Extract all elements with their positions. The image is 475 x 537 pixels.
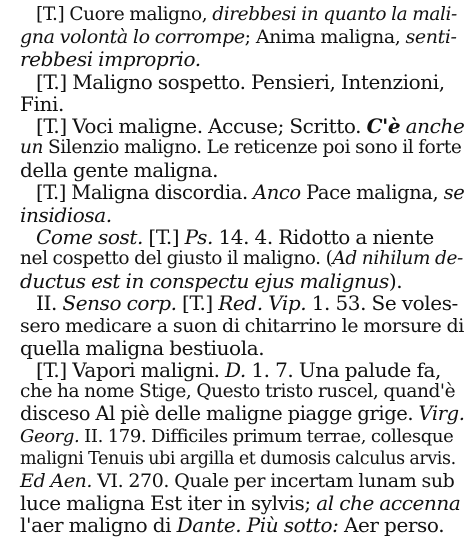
italic-text: rebbesi improprio. bbox=[20, 47, 201, 72]
text-run: ; Anima maligna, bbox=[244, 26, 406, 49]
bold-italic-text: C'è bbox=[366, 113, 401, 138]
text-line bbox=[20, 426, 465, 448]
italic-text: Dante. Più sotto: bbox=[176, 513, 339, 537]
text-run: che ha nome Stige, Questo tristo ruscel, quand'è bbox=[20, 381, 456, 403]
entry-paragraph bbox=[20, 4, 465, 71]
italic-text: senti- bbox=[405, 26, 457, 49]
text-line bbox=[20, 48, 465, 70]
italic-text: insidiosa. bbox=[20, 202, 112, 227]
text-run: quella maligna bestiuola. bbox=[20, 335, 265, 360]
text-line bbox=[36, 359, 465, 381]
text-run: Pace maligna, bbox=[300, 180, 444, 204]
text-line bbox=[20, 26, 465, 48]
text-line bbox=[20, 448, 465, 470]
entry-paragraph bbox=[20, 182, 465, 226]
italic-text: ductus est in conspectu ejus malignus bbox=[20, 269, 389, 294]
text-line bbox=[36, 292, 465, 314]
text-line bbox=[20, 492, 465, 514]
text-run: nel cospetto del giusto il maligno. ( bbox=[20, 248, 333, 270]
text-run: [T.] Voci maligne. Accuse; Scritto. bbox=[36, 113, 367, 138]
text-line bbox=[20, 381, 465, 403]
text-run: VI. 270. Quale per incertam lunam sub bbox=[92, 469, 455, 492]
italic-text: Georg. bbox=[20, 425, 80, 447]
entry-paragraph bbox=[20, 226, 465, 293]
text-run: [T.] Vapori maligni. bbox=[36, 358, 225, 382]
italic-text: Virg. bbox=[418, 402, 465, 426]
text-line bbox=[36, 71, 465, 93]
italic-text: anche bbox=[405, 113, 465, 138]
text-line bbox=[36, 226, 465, 248]
text-line bbox=[20, 337, 465, 359]
italic-text: al che accenna bbox=[316, 491, 461, 516]
text-run: ). bbox=[388, 269, 403, 294]
text-run: l'aer maligno di bbox=[20, 513, 177, 537]
text-line bbox=[20, 470, 465, 492]
text-line bbox=[20, 204, 465, 226]
text-run: [T.] Maligno sospetto. Pensieri, Intenzioni, bbox=[36, 69, 445, 94]
text-run: [T.] Maligna discordia. bbox=[36, 180, 254, 204]
italic-text: Ed Aen. bbox=[20, 469, 93, 492]
text-run: II. bbox=[36, 291, 63, 316]
italic-text: D. bbox=[225, 358, 246, 382]
text-run: luce maligna Est iter in sylvis; bbox=[20, 491, 317, 516]
text-run: maligni Tenuis ubi argilla et dumosis calculus arvis. bbox=[20, 448, 456, 469]
text-line bbox=[20, 248, 465, 270]
text-line bbox=[20, 315, 465, 337]
italic-text: direbbesi in quanto la mali- bbox=[212, 4, 457, 25]
text-line bbox=[20, 93, 465, 115]
italic-text: Ps. bbox=[184, 224, 213, 249]
text-run: Aer perso. bbox=[338, 513, 445, 537]
italic-text: Anco bbox=[253, 180, 301, 204]
text-run: II. 179. Difficiles primum terrae, collesque bbox=[79, 425, 454, 447]
text-run: [T.] bbox=[142, 224, 185, 249]
text-run: 1. 53. Se voles- bbox=[306, 291, 458, 316]
text-line bbox=[36, 115, 465, 137]
entry-paragraph bbox=[20, 71, 465, 115]
text-run: disceso Al piè delle maligne piagge grige. bbox=[20, 402, 419, 426]
text-line bbox=[20, 270, 465, 292]
text-line bbox=[20, 137, 465, 159]
text-line bbox=[20, 159, 465, 181]
text-run: della gente maligna. bbox=[20, 158, 219, 183]
entry-paragraph bbox=[20, 115, 465, 182]
text-run: [T.] Cuore maligno, bbox=[36, 4, 213, 25]
italic-text: Senso corp. bbox=[62, 291, 177, 316]
italic-text: Ad nihilum de- bbox=[332, 248, 463, 270]
text-run: Fini. bbox=[20, 91, 64, 116]
italic-text: Vip. bbox=[268, 291, 307, 316]
italic-text: gna volontà lo corrompe bbox=[20, 26, 245, 49]
entry-paragraph bbox=[20, 359, 465, 537]
text-line bbox=[36, 4, 465, 26]
text-run: 14. 4. Ridotto a niente bbox=[213, 224, 434, 249]
text-run: Silenzio maligno. Le reticenze poi sono il forte bbox=[43, 137, 462, 159]
entry-paragraph bbox=[20, 292, 465, 359]
text-line bbox=[36, 182, 465, 204]
italic-text: un bbox=[20, 137, 44, 159]
text-run: 1. 7. Una palude fa, bbox=[245, 358, 441, 382]
italic-text: se bbox=[443, 180, 465, 204]
text-run: [T.] bbox=[176, 291, 219, 316]
italic-text: Come sost. bbox=[36, 224, 143, 249]
italic-text: Red. bbox=[218, 291, 263, 316]
text-line bbox=[20, 403, 465, 425]
text-line bbox=[20, 514, 465, 536]
text-run: sero medicare a suon di chitarrino le morsure di bbox=[20, 314, 464, 337]
